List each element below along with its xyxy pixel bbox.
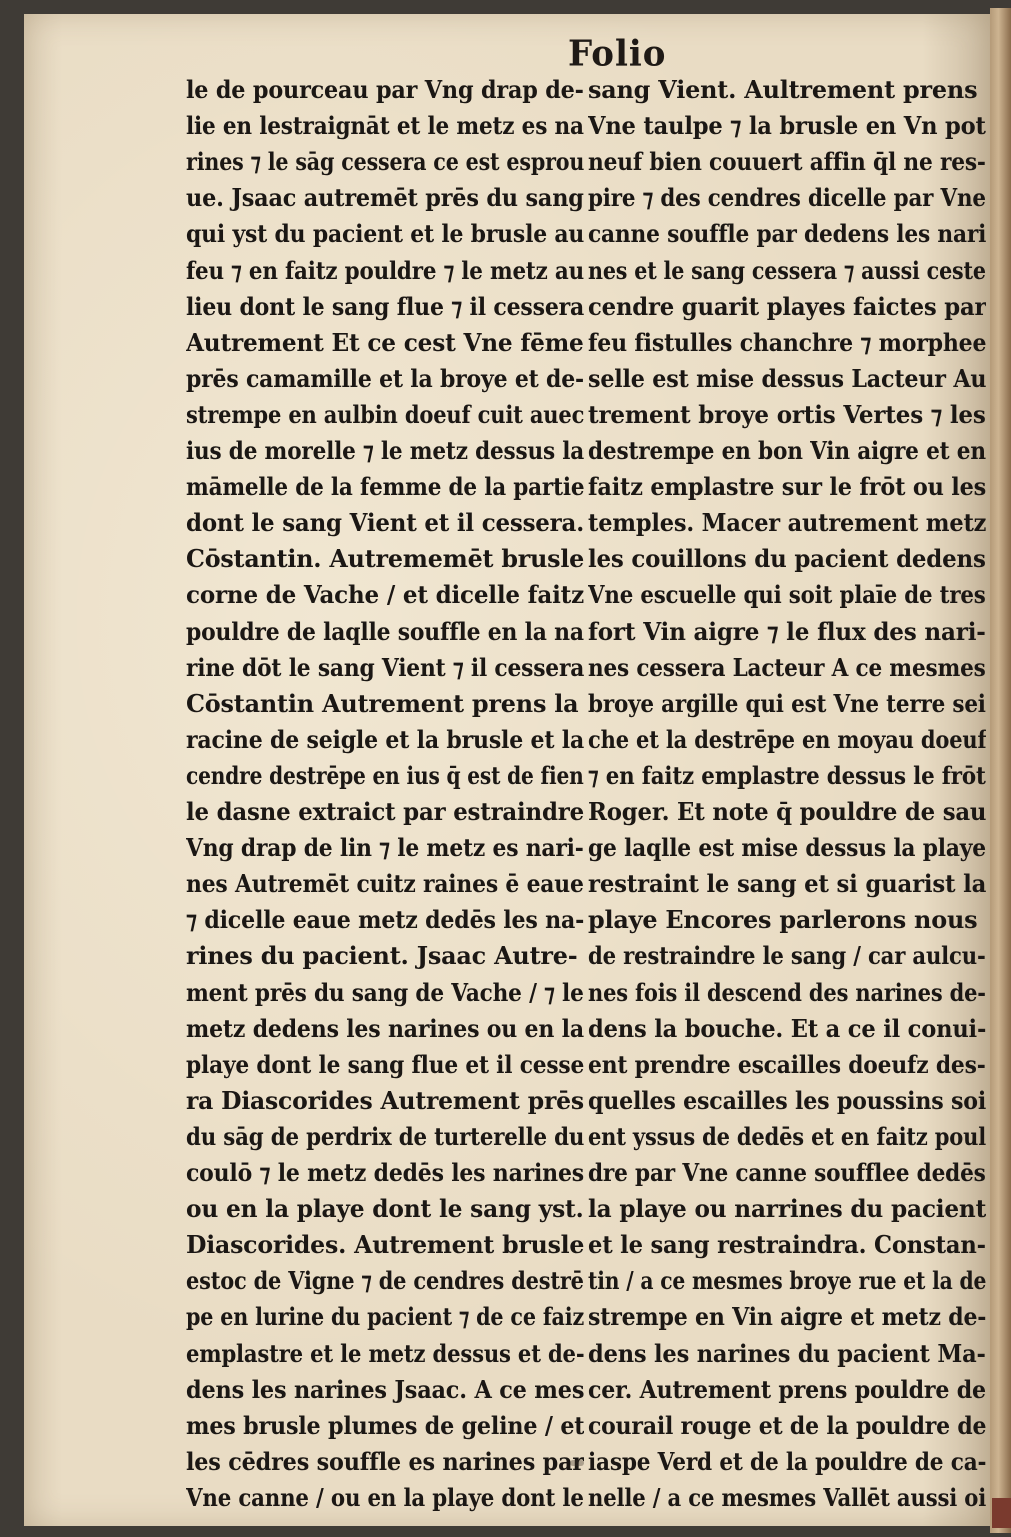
text-line: metz dedens les narines ou en la: [186, 1013, 584, 1043]
text-line: ent prendre escailles doeufz des-: [588, 1049, 986, 1079]
text-line: courail rouge et de la pouldre de: [588, 1410, 986, 1440]
text-line: feu fistulles chanchre ⁊ morphee: [588, 327, 986, 357]
text-line: le de pourceau par Vng drap de-: [186, 75, 584, 104]
text-line: Diascorides. Autrement brusle: [186, 1230, 584, 1260]
book-edge-tab: [992, 1498, 1011, 1528]
text-line: playe Encores parlerons nous: [588, 905, 978, 935]
text-line: lieu dont le sang flue ⁊ il cessera: [186, 291, 584, 321]
text-line: faitz emplastre sur le frōt ou les: [588, 472, 986, 502]
text-line: feu ⁊ en faitz pouldre ⁊ le metz au: [186, 255, 584, 285]
text-line: nelle / a ce mesmes Vallēt aussi oi: [588, 1482, 986, 1512]
text-line: pire ⁊ des cendres dicelle par Vne: [588, 183, 986, 213]
text-line: ue. Jsaac autremēt prēs du sang: [186, 183, 584, 213]
text-line: coulō ⁊ le metz dedēs les narines: [186, 1158, 584, 1187]
text-line: les couillons du pacient dedens: [588, 544, 986, 574]
text-line: dre par Vne canne soufflee dedēs: [588, 1158, 986, 1187]
text-line: playe dont le sang flue et il cesse: [186, 1049, 584, 1079]
text-line: selle est mise dessus Lacteur Au: [588, 363, 986, 393]
text-line: restraint le sang et si guarist la: [588, 869, 986, 899]
text-line: nes Autremēt cuitz raines ē eaue: [186, 869, 584, 899]
text-line: le dasne extraict par estraindre: [186, 797, 584, 826]
text-line: ⁊ en faitz emplastre dessus le frōt: [588, 760, 986, 790]
text-line: racine de seigle et la brusle et la: [186, 724, 584, 754]
text-line: strempe en aulbin doeuf cuit auec: [186, 399, 584, 429]
text-line: estoc de Vigne ⁊ de cendres destrē: [186, 1266, 584, 1296]
text-line: nes et le sang cessera ⁊ aussi ceste: [588, 255, 986, 285]
text-line: prēs camamille et la broye et de-: [186, 363, 584, 393]
text-line: cer. Autrement prens pouldre de: [588, 1374, 986, 1404]
text-line: cendre destrēpe en ius q̄ est de fien: [186, 760, 584, 790]
text-line: Vne escuelle qui soit plaīe de tres: [588, 580, 986, 610]
text-line: et le sang restraindra. Constan-: [588, 1230, 986, 1260]
text-line: ius de morelle ⁊ le metz dessus la: [186, 436, 584, 465]
text-line: pouldre de laqlle souffle en la na: [186, 616, 584, 646]
text-line: māmelle de la femme de la partie: [186, 472, 584, 502]
text-line: destrempe en bon Vin aigre et en: [588, 436, 986, 465]
text-line: canne souffle par dedens les nari: [588, 219, 986, 249]
text-line: ment prēs du sang de Vache / ⁊ le: [186, 977, 584, 1007]
text-line: fort Vin aigre ⁊ le flux des nari-: [588, 616, 986, 646]
text-line: ⁊ dicelle eaue metz dedēs les na-: [186, 905, 584, 935]
text-line: sang Vient. Aultrement prens: [588, 75, 978, 104]
text-line: du sāg de perdrix de turterelle du: [186, 1121, 584, 1151]
text-line: nes cessera Lacteur A ce mesmes: [588, 652, 986, 682]
text-line: qui yst du pacient et le brusle au: [186, 219, 584, 249]
folio-heading: Folio: [568, 33, 667, 75]
text-line: lie en lestraignāt et le metz es na: [186, 111, 584, 141]
text-line: Roger. Et note q̄ pouldre de sau: [588, 797, 986, 826]
text-line: rine dōt le sang Vient ⁊ il cessera: [186, 652, 584, 682]
text-line: les cēdres souffle es narines par: [186, 1446, 584, 1476]
text-line: Autrement Et ce cest Vne fēme: [186, 327, 584, 357]
text-line: rines du pacient. Jsaac Autre-: [186, 941, 578, 971]
text-line: Vne canne / ou en la playe dont le: [186, 1482, 584, 1512]
text-line: neuf bien couuert affin q̄l ne res-: [588, 147, 986, 177]
text-line: de restraindre le sang / car aulcu-: [588, 941, 986, 971]
text-line: broye argille qui est Vne terre sei: [588, 688, 986, 718]
text-line: temples. Macer autrement metz: [588, 508, 986, 538]
text-line: quelles escailles les poussins soi: [588, 1085, 986, 1115]
text-line: che et la destrēpe en moyau doeuf: [588, 724, 986, 754]
text-line: dont le sang Vient et il cessera.: [186, 508, 584, 538]
text-line: dens les narines du pacient Ma-: [588, 1338, 986, 1368]
book-edge: [990, 8, 1011, 1533]
text-line: ou en la playe dont le sang yst.: [186, 1194, 584, 1224]
text-line: dens la bouche. Et a ce il conui-: [588, 1013, 986, 1043]
text-line: la playe ou narrines du pacient: [588, 1194, 986, 1224]
text-line: ent yssus de dedēs et en faitz poul: [588, 1121, 986, 1151]
text-line: ra Diascorides Autrement prēs: [186, 1085, 584, 1115]
text-line: tin / a ce mesmes broye rue et la de: [588, 1266, 986, 1296]
text-line: ge laqlle est mise dessus la playe: [588, 833, 986, 863]
ink-spot: [570, 1460, 584, 1466]
text-line: corne de Vache / et dicelle faitz: [186, 580, 584, 610]
text-line: mes brusle plumes de geline / et: [186, 1410, 584, 1440]
text-line: Vng drap de lin ⁊ le metz es nari-: [186, 833, 584, 863]
text-line: pe en lurine du pacient ⁊ de ce faiz: [186, 1302, 584, 1332]
text-line: rines ⁊ le sāg cessera ce est esprou: [186, 147, 584, 177]
text-line: iaspe Verd et de la pouldre de ca-: [588, 1446, 986, 1476]
text-line: Cōstantin. Autrememēt brusle: [186, 544, 584, 574]
text-line: Vne taulpe ⁊ la brusle en Vn pot: [588, 111, 986, 141]
text-line: trement broye ortis Vertes ⁊ les: [588, 399, 986, 429]
text-line: dens les narines Jsaac. A ce mes: [186, 1374, 584, 1404]
text-line: cendre guarit playes faictes par: [588, 291, 986, 321]
text-line: strempe en Vin aigre et metz de-: [588, 1302, 986, 1332]
text-line: Cōstantin Autrement prens la: [186, 688, 579, 718]
text-line: emplastre et le metz dessus et de-: [186, 1338, 584, 1368]
text-line: nes fois il descend des narines de-: [588, 977, 986, 1007]
